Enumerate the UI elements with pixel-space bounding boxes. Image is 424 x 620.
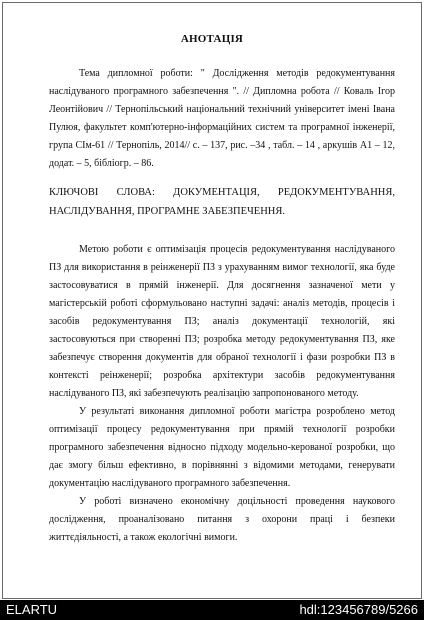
document-page bbox=[2, 2, 422, 599]
intro-block bbox=[49, 65, 395, 173]
body-block bbox=[49, 241, 395, 547]
economics-paragraph: У роботі визначено економічну доцільності проведення наукового дослідження, проаналізовано питання з охорони праці і безпеки життєдіяльності, а також екологічні вимоги. bbox=[49, 496, 395, 543]
aim-paragraph: Метою роботи є оптимізація процесів редокументування наслідуваного ПЗ для використання в реінженерії ПЗ з урахуванням вимог технології, яка буде застосовуватися в прямій інженерії. Для досягнення зазначеної мети у магістерській роботі сформульовано наступні задачі: аналіз методів, процесів і засобів редокументування ПЗ; аналіз документації технологій, які застосовуються при створенні ПЗ; розробка методу редокументування ПЗ, яке забезпечує створення документів для обраної технології і фази розробки ПЗ в контексті реінженерії; розробка архітектури засобів редокументування наслідуваного ПЗ, які забезпечують реалізацію запропонованого методу. bbox=[49, 244, 395, 399]
results-paragraph: У результаті виконання дипломної роботи магістра розроблено метод оптимізації процесу редокументування при прямій технології розробки програмного забезпечення відносно підходу модельно-керованої розробки, що дає змогу більш ефективно, в порівнянні з відомими методами, генерувати документацію наслідуваного програмного забезпечення. bbox=[49, 406, 395, 489]
intro-paragraph: Тема дипломної роботи: " Дослідження методів редокументування наслідуваного програмного забезпечення ". // Дипломна робота // Коваль Ігор Леонтійович // Тернопільський національний технічний університет імені Івана Пулюя, факультет комп'ютерно-інформаційних систем та програмної інженерії, група СІм-61 // Тернопіль, 2014// с. – 137, рис. –34 , табл. – 14 , аркушів А1 – 12, додат. – 5, бібліогр. – 86. bbox=[49, 68, 395, 169]
page-title: АНОТАЦІЯ bbox=[180, 33, 244, 45]
footer-bar bbox=[0, 600, 424, 620]
footer-repository-label: ELARTU bbox=[6, 602, 58, 617]
keywords-block bbox=[49, 183, 395, 221]
keywords-paragraph: КЛЮЧОВІ СЛОВА: ДОКУМЕНТАЦІЯ, РЕДОКУМЕНТУВАННЯ, НАСЛІДУВАННЯ, ПРОГРАМНЕ ЗАБЕЗПЕЧЕННЯ. bbox=[49, 187, 395, 217]
footer-handle-label: hdl:123456789/5266 bbox=[299, 602, 418, 617]
